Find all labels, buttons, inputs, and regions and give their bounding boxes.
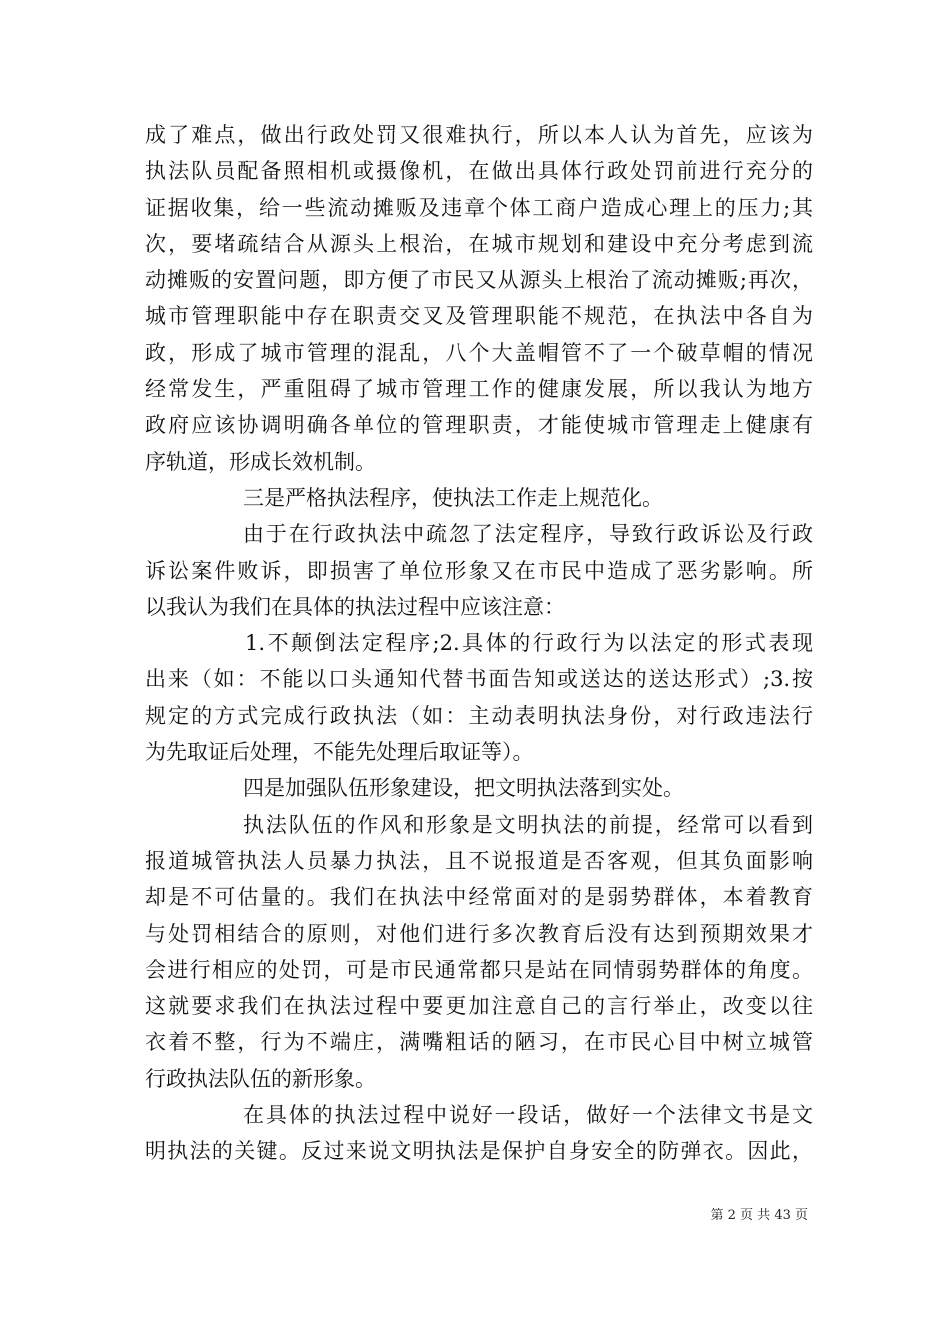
text-line: 由于在行政执法中疏忽了法定程序，导致行政诉讼及行政 <box>243 522 813 547</box>
text-line: 城市管理职能中存在职责交叉及管理职能不规范，在执法中各自为 <box>145 304 813 329</box>
text-line: 执法队员配备照相机或摄像机，在做出具体行政处罚前进行充分的 <box>145 159 813 184</box>
text-line: 序轨道，形成长效机制。 <box>145 449 376 474</box>
text-line: 次，要堵疏结合从源头上根治，在城市规划和建设中充分考虑到流 <box>145 231 813 256</box>
text-line: 执法队伍的作风和形象是文明执法的前提，经常可以看到 <box>243 812 813 837</box>
text-line: 规定的方式完成行政执法（如：主动表明执法身份，对行政违法行 <box>145 703 813 728</box>
text-line: 政府应该协调明确各单位的管理职责，才能使城市管理走上健康有 <box>145 413 813 438</box>
body-text <box>145 117 813 1170</box>
text-line: 却是不可估量的。我们在执法中经常面对的是弱势群体，本着教育 <box>145 885 813 910</box>
text-line: 与处罚相结合的原则，对他们进行多次教育后没有达到预期效果才 <box>145 921 813 946</box>
text-line: 出来（如：不能以口头通知代替书面告知或送达的送达形式）;3.按 <box>145 667 813 692</box>
text-line: 成了难点，做出行政处罚又很难执行，所以本人认为首先，应该为 <box>145 123 813 147</box>
text-line: 衣着不整，行为不端庄，满嘴粗话的陋习，在市民心目中树立城管 <box>145 1030 813 1055</box>
section-heading: 三是严格执法程序，使执法工作走上规范化。 <box>243 485 663 510</box>
text-line: 1.不颠倒法定程序;2.具体的行政行为以法定的形式表现 <box>245 631 813 656</box>
text-line: 动摊贩的安置问题，即方便了市民又从源头上根治了流动摊贩;再次， <box>145 268 813 293</box>
text-line: 这就要求我们在执法过程中要更加注意自己的言行举止，改变以往 <box>145 994 813 1019</box>
text-line: 证据收集，给一些流动摊贩及违章个体工商户造成心理上的压力;其 <box>145 195 813 220</box>
section-heading: 四是加强队伍形象建设，把文明执法落到实处。 <box>243 776 684 801</box>
text-line: 诉讼案件败诉，即损害了单位形象又在市民中造成了恶劣影响。所 <box>145 558 813 583</box>
text-line: 行政执法队伍的新形象。 <box>145 1066 376 1091</box>
page-footer: 第 2 页 共 43 页 <box>710 1208 808 1223</box>
text-line: 在具体的执法过程中说好一段话，做好一个法律文书是文 <box>243 1103 813 1128</box>
text-line: 为先取证后处理，不能先处理后取证等）。 <box>145 740 534 765</box>
text-line: 报道城管执法人员暴力执法，且不说报道是否客观，但其负面影响 <box>145 848 813 873</box>
text-line: 以我认为我们在具体的执法过程中应该注意： <box>145 594 565 619</box>
text-line: 政，形成了城市管理的混乱，八个大盖帽管不了一个破草帽的情况 <box>145 340 813 365</box>
text-line: 会进行相应的处罚，可是市民通常都只是站在同情弱势群体的角度。 <box>145 957 813 982</box>
text-line: 明执法的关键。反过来说文明执法是保护自身安全的防弹衣。因此， <box>145 1139 813 1164</box>
text-line: 经常发生，严重阻碍了城市管理工作的健康发展，所以我认为地方 <box>145 377 813 402</box>
